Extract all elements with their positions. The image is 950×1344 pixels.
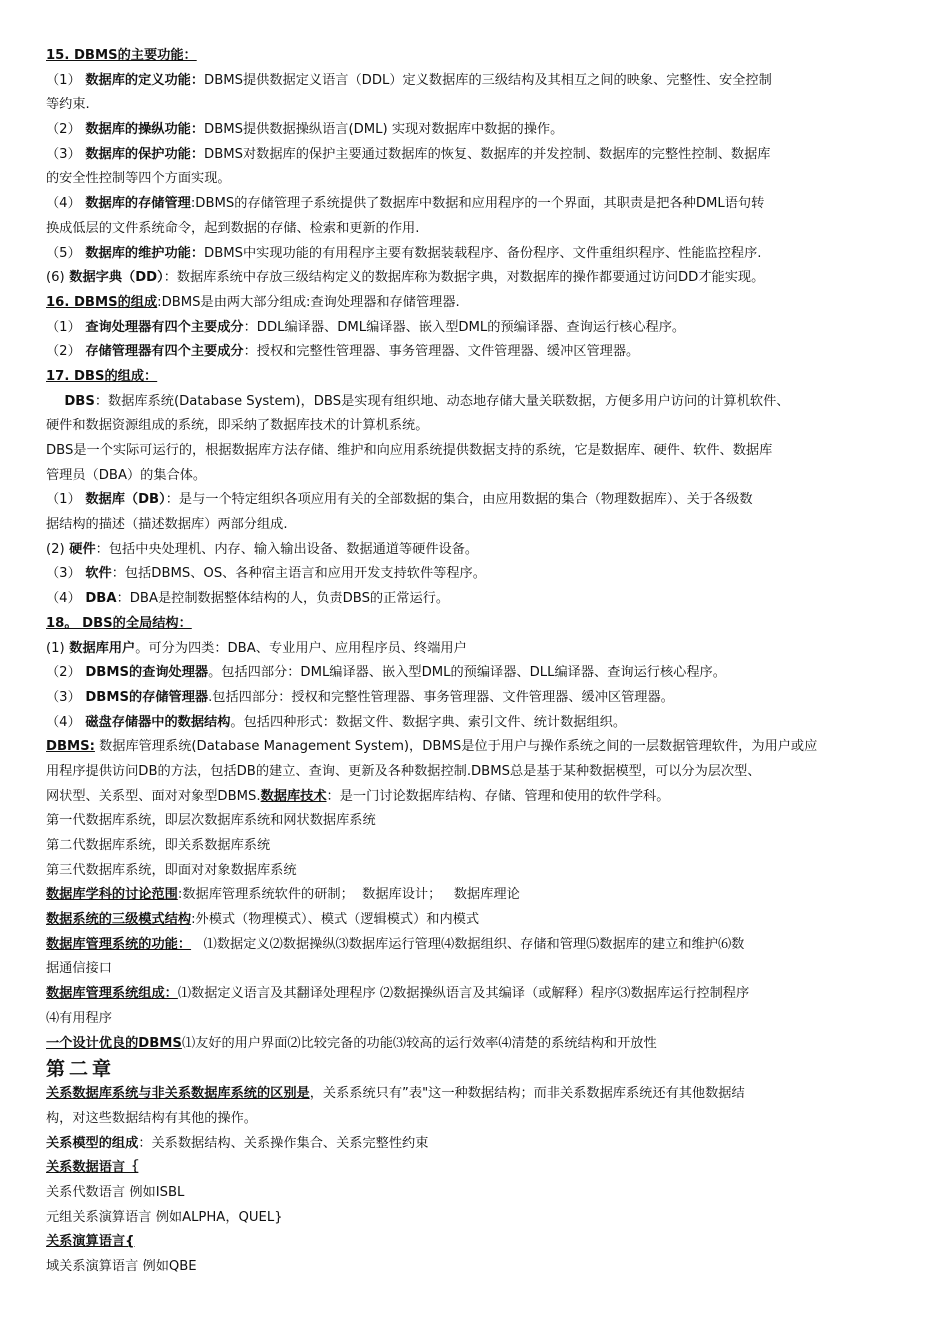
list-item [46, 266, 910, 291]
list-item [46, 587, 910, 612]
list-item [46, 711, 910, 736]
text-line: 第二代数据库系统，即关系数据库系统 [46, 838, 271, 853]
text-line: 第一代数据库系统，即层次数据库系统和网状数据库系统 [46, 813, 376, 829]
term-heading: 数据库技术 [260, 788, 327, 804]
item-text: ⑴友好的用户界面⑵比较完备的功能⑶较高的运行效率⑷清楚的系统结构和开放性 [181, 1035, 657, 1051]
item-text: DBMS提供数据操纵语言(DML) 实现对数据库中数据的操作。 [204, 122, 564, 138]
item-text: ：DBA是控制数据整体结构的人，负责DBS的正常运行。 [116, 591, 450, 607]
text-line: 据结构的描述（描述数据库）两部分组成. [46, 517, 288, 533]
item-text: .包括四部分：授权和完整性管理器、事务管理器、文件管理器、缓冲区管理器。 [208, 689, 674, 705]
text-line: 据通信接口 [46, 961, 112, 977]
text-line: 元组关系演算语言 例如ALPHA，QUEL} [46, 1209, 283, 1225]
chapter-title: 第二章 [46, 1058, 116, 1081]
term-heading: 一个设计优良的DBMS [46, 1035, 182, 1051]
list-item [46, 242, 910, 267]
text-line: 用程序提供访问DB的方法，包括DB的建立、查询、更新及各种数据控制.DBMS总是基于某种数据模型，可以分为层次型、 [46, 763, 761, 779]
item-text: :DBMS是由两大部分组成:查询处理器和存储管理器. [157, 294, 460, 310]
list-item [46, 538, 910, 563]
item-number: （3） [46, 566, 81, 582]
term-heading: 数据库管理系统组成： [46, 986, 178, 1002]
item-text: :外模式（物理模式）、模式（逻辑模式）和内模式 [191, 912, 480, 928]
item-text: 。包括四部分：DML编译器、嵌入型DML的预编译器、DLL编译器、查询运行核心程序。 [208, 665, 726, 681]
term-heading: 数据库管理系统的功能： [46, 936, 192, 952]
item-number: （4） [46, 196, 81, 212]
item-text: ：包括DBMS、OS、各种宿主语言和应用开发支持软件等程序。 [111, 566, 486, 582]
list-item [46, 637, 910, 662]
definition-line [46, 1082, 910, 1107]
text-line: DBS是一个实际可运行的，根据数据库方法存储、维护和向应用系统提供数据支持的系统，它是数据库、硬件、软件、数据库 [46, 443, 773, 458]
text-line: 硬件和数据资源组成的系统，即采纳了数据库技术的计算机系统。 [46, 418, 429, 434]
item-number: (2) [46, 541, 65, 557]
term-heading: 数据库学科的讨论范围 [46, 887, 178, 903]
item-text: ：数据库系统中存放三级结构定义的数据库称为数据字典，对数据库的操作都要通过访问DD才能实现。 [163, 270, 765, 286]
list-item [46, 562, 910, 587]
text-line: 换成低层的文件系统命令，起到数据的存储、检索和更新的作用. [46, 220, 420, 236]
item-term: 查询处理器有四个主要成分 [80, 319, 244, 335]
item-term: 数据字典（DD） [64, 270, 164, 286]
section-heading: 18。 DBS的全局结构： [46, 615, 192, 631]
item-text: ：DDL编译器、DML编译器、嵌入型DML的预编译器、查询运行核心程序。 [243, 319, 686, 335]
item-text: 数据库管理系统(Database Management System)，DBMS是位于用户与操作系统之间的一层数据管理软件，为用户或应 [94, 739, 818, 755]
list-item [46, 661, 910, 686]
item-text: ，关系系统只有”表"这一种数据结构；而非关系数据库系统还有其他数据结 [309, 1086, 745, 1102]
item-term: 数据库用户 [64, 640, 136, 656]
item-text: 网状型、关系型、面对对象型DBMS. [46, 788, 261, 804]
item-term: 数据库的保护功能： [80, 146, 205, 162]
item-number: （2） [46, 122, 81, 138]
item-text: ：包括中央处理机、内存、输入输出设备、数据通道等硬件设备。 [95, 541, 479, 557]
item-text: ：是与一个特定组织各项应用有关的全部数据的集合，由应用数据的集合（物理数据库）、关于各级数 [165, 492, 753, 508]
item-text: DBMS提供数据定义语言（DDL）定义数据库的三级结构及其相互之间的映象、完整性、安全控制 [204, 72, 772, 88]
list-item [46, 143, 910, 168]
section-heading: 16. DBMS的组成 [46, 294, 158, 310]
term-heading: 关系数据语言｛ [46, 1160, 139, 1176]
term-heading: DBMS: [46, 739, 95, 755]
item-number: （5） [46, 245, 81, 261]
item-text: ⑴数据定义语言及其翻译处理程序 ⑵数据操纵语言及其编译（或解释）程序⑶数据库运行控制程序 [177, 986, 750, 1002]
definition-line [46, 1032, 910, 1057]
text-line: 关系代数语言 例如ISBL [46, 1184, 185, 1200]
list-item [46, 118, 910, 143]
item-term: 数据库的操纵功能： [80, 122, 205, 138]
section-heading: 15. DBMS的主要功能： [46, 48, 197, 63]
item-text: ⑴数据定义⑵数据操纵⑶数据库运行管理⑷数据组织、存储和管理⑸数据库的建立和维护⑹数 [191, 936, 745, 952]
item-term: 数据库（DB） [80, 492, 166, 508]
definition-line [46, 982, 910, 1007]
item-term: 硬件 [64, 541, 96, 557]
list-item [46, 316, 910, 341]
text-line: 等约束. [46, 97, 90, 113]
item-number: （3） [46, 689, 81, 705]
definition-line [46, 883, 910, 908]
item-number: (6) [46, 270, 65, 286]
term-heading: 关系数据库系统与非关系数据库系统的区别是 [46, 1086, 310, 1102]
item-number: (1) [46, 640, 65, 656]
text-line: 的安全性控制等四个方面实现。 [46, 171, 231, 187]
item-number: （2） [46, 344, 81, 360]
definition-line [46, 785, 910, 810]
item-term: 软件 [80, 566, 112, 582]
list-item [46, 192, 910, 217]
term-heading: 数据系统的三级模式结构 [46, 912, 192, 928]
term-heading: 关系模型的组成 [46, 1135, 139, 1151]
definition-line [46, 1132, 910, 1157]
item-number: （4） [46, 714, 81, 730]
item-text: DBMS对数据库的保护主要通过数据库的恢复、数据库的并发控制、数据库的完整性控制、数据库 [204, 146, 771, 162]
item-text: :数据库管理系统软件的研制； 数据库设计； 数据库理论 [177, 887, 520, 903]
section-heading-line [46, 291, 910, 316]
item-text: ：数据库系统(Database System)，DBS是实现有组织地、动态地存储大量关联数据，方便多用户访问的计算机软件、 [94, 393, 790, 409]
definition-line [46, 933, 910, 958]
definition-line [46, 735, 910, 760]
item-term: 数据库的维护功能： [80, 245, 205, 261]
text-line: ⑷有用程序 [46, 1010, 112, 1026]
item-text: :DBMS的存储管理子系统提供了数据库中数据和应用程序的一个界面，其职责是把各种DML语句转 [190, 196, 765, 212]
item-number: （1） [46, 319, 81, 335]
text-line: 第三代数据库系统，即面对对象数据库系统 [46, 862, 297, 878]
term-heading: 关系演算语言{ [46, 1234, 135, 1250]
item-number: （4） [46, 591, 81, 607]
text-line: 构，对这些数据结构有其他的操作。 [46, 1110, 257, 1126]
item-number: （1） [46, 492, 81, 508]
item-text: ：授权和完整性管理器、事务管理器、文件管理器、缓冲区管理器。 [243, 344, 640, 360]
item-text: ：是一门讨论数据库结构、存储、管理和使用的软件学科。 [326, 788, 670, 804]
item-text: 。可分为四类：DBA、专业用户、应用程序员、终端用户 [135, 640, 467, 656]
item-term: DBS [46, 393, 95, 409]
item-text: ：关系数据结构、关系操作集合、关系完整性约束 [138, 1135, 429, 1151]
item-term: 存储管理器有四个主要成分 [80, 344, 244, 360]
text-line: 管理员（DBA）的集合体。 [46, 467, 207, 483]
item-text: DBMS中实现功能的有用程序主要有数据装载程序、备份程序、文件重组织程序、性能监控程序. [204, 245, 762, 261]
item-term: DBMS的查询处理器 [80, 665, 209, 681]
text-line: 域关系演算语言 例如QBE [46, 1259, 197, 1274]
item-term: 数据库的定义功能： [80, 72, 205, 88]
paragraph-line [46, 390, 910, 415]
item-number: （1） [46, 72, 81, 88]
item-text: 。包括四种形式：数据文件、数据字典、索引文件、统计数据组织。 [230, 714, 627, 730]
section-heading: 17. DBS的组成： [46, 368, 158, 384]
item-term: DBA [80, 591, 117, 607]
item-term: 磁盘存储器中的数据结构 [80, 714, 231, 730]
item-term: DBMS的存储管理器 [80, 689, 209, 705]
list-item [46, 686, 910, 711]
definition-line [46, 908, 910, 933]
list-item [46, 69, 910, 94]
item-number: （3） [46, 146, 81, 162]
item-term: 数据库的存储管理 [80, 196, 191, 212]
item-number: （2） [46, 665, 81, 681]
list-item [46, 488, 910, 513]
list-item [46, 340, 910, 365]
